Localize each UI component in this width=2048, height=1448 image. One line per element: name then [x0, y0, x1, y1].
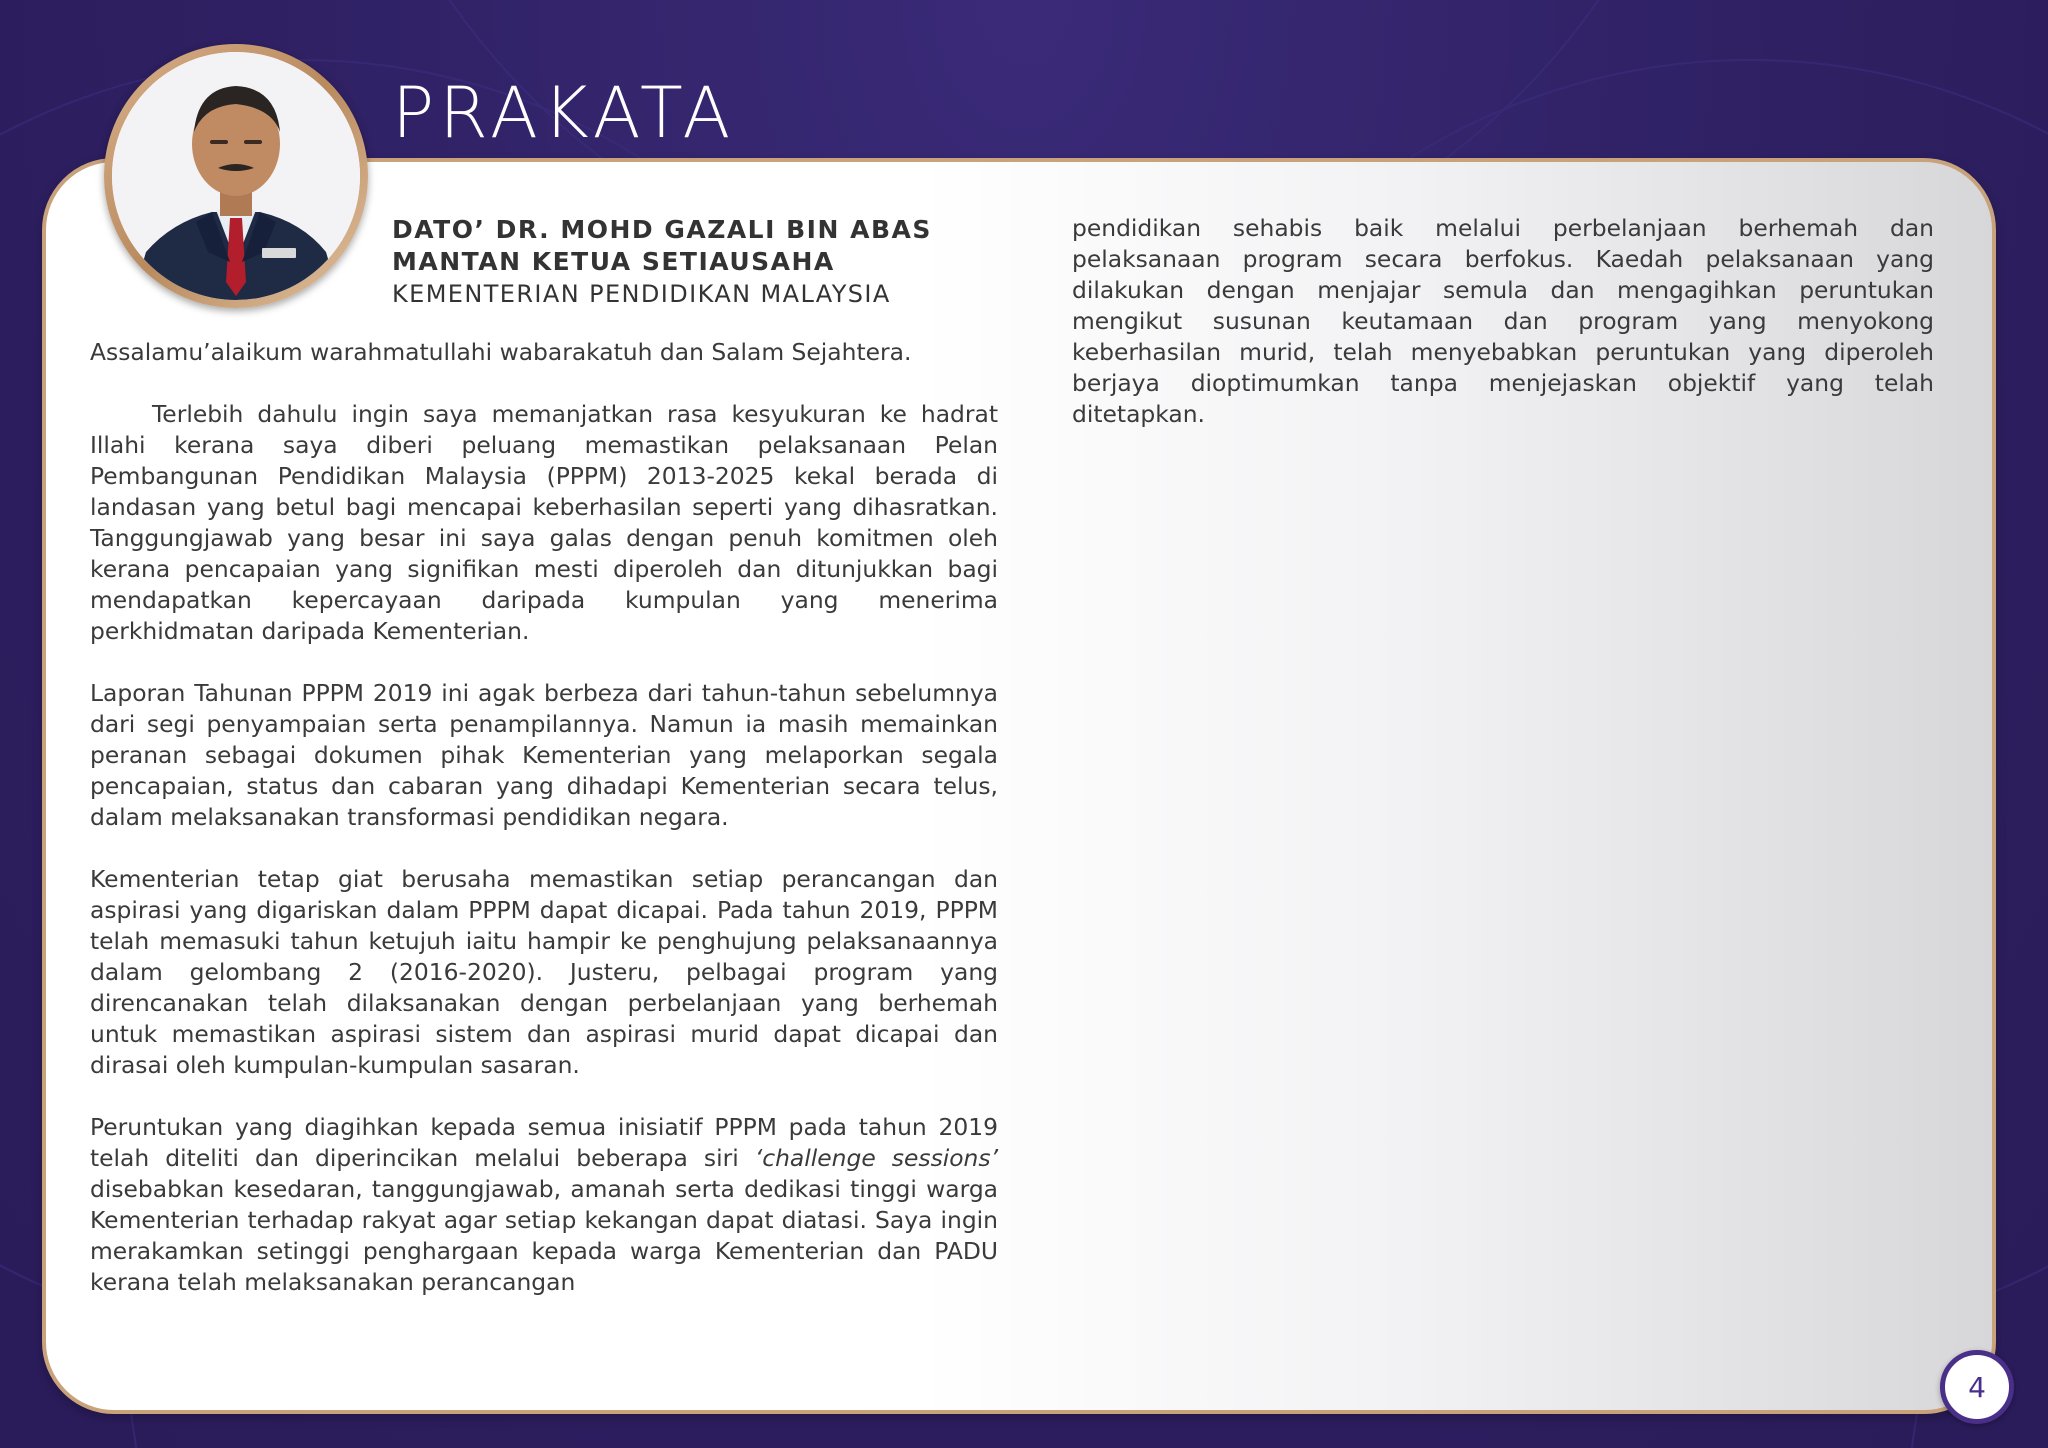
- paragraph-4-continued: pendidikan sehabis baik melalui perbelanjaan berhemah dan pelaksanaan program secara berfokus. Kaedah pelaksanaan yang dilakukan dengan menjajar semula dan mengagihkan peruntukan mengikut susunan keutamaan dan program yang menyokong keberhasilan murid, telah menyebabkan peruntukan yang diperoleh berjaya dioptimumkan tanpa menjejaskan objektif yang telah ditetapkan.: [1072, 214, 1934, 428]
- paragraph-4-part-a: Peruntukan yang diagihkan kepada semua inisiatif PPPM pada tahun 2019 telah diteliti dan diperincikan melalui beberapa siri: [90, 1113, 998, 1172]
- paragraph-4-part-b: disebabkan kesedaran, tanggungjawab, amanah serta dedikasi tinggi warga Kementerian terhadap rakyat agar setiap kekangan dapat diatasi. Saya ingin merakamkan setinggi penghargaan kepada warga Kementerian dan PADU kerana telah melaksanakan perancangan: [90, 1175, 998, 1296]
- right-column: [1072, 213, 1934, 430]
- paragraph-3: Kementerian tetap giat berusaha memastikan setiap perancangan dan aspirasi yang digariskan dalam PPPM dapat dicapai. Pada tahun 2019, PPPM telah memasuki tahun ketujuh iaitu hampir ke penghujung pelaksanaannya dalam gelombang 2 (2016-2020). Justeru, pelbagai program yang direncanakan telah dilaksanakan dengan perbelanjaan yang berhemah untuk memastikan aspirasi sistem dan aspirasi murid dapat dicapai dan dirasai oleh kumpulan-kumpulan sasaran.: [90, 865, 998, 1079]
- author-ministry: KEMENTERIAN PENDIDIKAN MALAYSIA: [392, 280, 891, 308]
- portrait-illustration: [112, 52, 360, 300]
- page-number-badge: 4: [1940, 1350, 2014, 1424]
- left-column: [90, 337, 998, 1298]
- author-name: DATO’ DR. MOHD GAZALI BIN ABAS: [392, 215, 932, 244]
- author-role: MANTAN KETUA SETIAUSAHA: [392, 247, 835, 276]
- greeting-paragraph: Assalamu’alaikum warahmatullahi wabarakatuh dan Salam Sejahtera.: [90, 338, 912, 366]
- author-photo: [112, 52, 360, 300]
- author-block: [392, 214, 932, 310]
- paragraph-1: Terlebih dahulu ingin saya memanjatkan rasa kesyukuran ke hadrat Illahi kerana saya diberi peluang memastikan pelaksanaan Pelan Pembangunan Pendidikan Malaysia (PPPM) 2013-2025 kekal berada di landasan yang betul bagi mencapai keberhasilan seperti yang dihasratkan. Tanggungjawab yang besar ini saya galas dengan penuh komitmen oleh kerana pencapaian yang signifikan mesti diperoleh dan ditunjukkan bagi mendapatkan kepercayaan daripada kumpulan yang menerima perkhidmatan daripada Kementerian.: [90, 400, 998, 645]
- author-portrait: [104, 44, 368, 308]
- paragraph-4-italic: ‘challenge sessions’: [754, 1144, 999, 1172]
- page-title: PRAKATA: [392, 72, 736, 154]
- paragraph-4: [90, 1112, 998, 1298]
- paragraph-2: Laporan Tahunan PPPM 2019 ini agak berbeza dari tahun-tahun sebelumnya dari segi penyampaian serta penampilannya. Namun ia masih memainkan peranan sebagai dokumen pihak Kementerian yang melaporkan segala pencapaian, status dan cabaran yang dihadapi Kementerian secara telus, dalam melaksanakan transformasi pendidikan negara.: [90, 679, 998, 831]
